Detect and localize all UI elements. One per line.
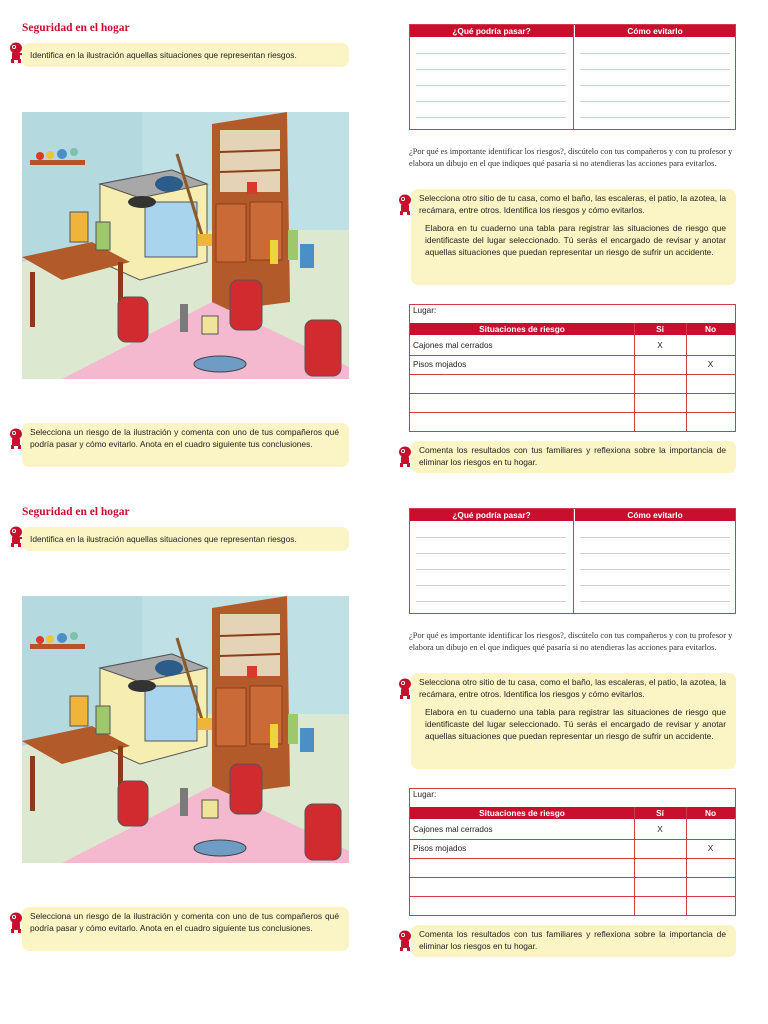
note-identify: Identifica en la ilustración aquellas situaciones que representan riesgos. (22, 527, 349, 551)
page-title: Seguridad en el hogar (22, 22, 130, 34)
row-2-no: X (707, 844, 714, 853)
col-header-situation: Situaciones de riesgo (410, 323, 634, 335)
note-identify: Identifica en la ilustración aquellas situaciones que representan riesgos. (22, 43, 349, 67)
col-header-what: ¿Qué podría pasar? (410, 509, 573, 521)
note-select-risk: Selecciona un riesgo de la ilustración y comenta con uno de tus compañeros qué podría pasar y cómo evitarlo. Anota en el cuadro siguiente tus conclusiones. (22, 907, 349, 951)
notebook-text: Elabora en tu cuaderno una tabla para registrar las situaciones de riesgo que identificaste del lugar seleccionado. Tú serás el encargado de revisar y anotar aquellas situaciones que puedan representar un riesgo de sufrir un accidente. (425, 223, 726, 257)
risk-table (409, 24, 736, 130)
col-header-what: ¿Qué podría pasar? (410, 25, 573, 37)
question-paragraph: ¿Por qué es importante identificar los riesgos?, discútelo con tus compañeros y con tu profesor y elabora un dibujo en el que indiques qué pasaría si no atendieras las acciones para evitarlos. (409, 631, 733, 652)
place-table (409, 788, 736, 916)
page-copy-top (0, 0, 768, 484)
place-label: Lugar: (413, 790, 437, 799)
note-other-place (411, 189, 736, 285)
row-1-yes: X (657, 825, 663, 834)
note-results: Comenta los resultados con tus familiares y reflexiona sobre la importancia de eliminar los riesgos en tu hogar. (411, 441, 736, 473)
notebook-text: Elabora en tu cuaderno una tabla para registrar las situaciones de riesgo que identificaste del lugar seleccionado. Tú serás el encargado de revisar y anotar aquellas situaciones que puedan representar un riesgo de sufrir un accidente. (425, 707, 726, 741)
col-header-yes: Sí (634, 807, 686, 819)
kitchen-illustration (22, 112, 349, 379)
question-paragraph: ¿Por qué es importante identificar los riesgos?, discútelo con tus compañeros y con tu profesor y elabora un dibujo en el que indiques qué pasaría si no atendieras las acciones para evitarlos. (409, 147, 733, 168)
page-copy-bottom (0, 484, 768, 968)
note-other-place (411, 673, 736, 769)
col-header-yes: Sí (634, 323, 686, 335)
row-2-no: X (707, 360, 714, 369)
place-table (409, 304, 736, 432)
row-2-situation: Pisos mojados (413, 360, 467, 369)
note-select-risk: Selecciona un riesgo de la ilustración y comenta con uno de tus compañeros qué podría pasar y cómo evitarlo. Anota en el cuadro siguiente tus conclusiones. (22, 423, 349, 467)
col-header-situation: Situaciones de riesgo (410, 807, 634, 819)
row-1-situation: Cajones mal cerrados (413, 341, 493, 350)
row-1-situation: Cajones mal cerrados (413, 825, 493, 834)
row-1-yes: X (657, 341, 663, 350)
col-header-how: Cómo evitarlo (575, 509, 735, 521)
col-header-no: No (686, 807, 735, 819)
note-results: Comenta los resultados con tus familiares y reflexiona sobre la importancia de eliminar los riesgos en tu hogar. (411, 925, 736, 957)
col-header-how: Cómo evitarlo (575, 25, 735, 37)
place-label: Lugar: (413, 306, 437, 315)
page-title: Seguridad en el hogar (22, 506, 130, 518)
col-header-no: No (686, 323, 735, 335)
kitchen-illustration (22, 596, 349, 863)
other-place-text: Selecciona otro sitio de tu casa, como el baño, las escaleras, el patio, la azotea, la recámara, entre otros. Identifica los riesgos y cómo evitarlos. (419, 193, 726, 215)
row-2-situation: Pisos mojados (413, 844, 467, 853)
risk-table (409, 508, 736, 614)
other-place-text: Selecciona otro sitio de tu casa, como el baño, las escaleras, el patio, la azotea, la recámara, entre otros. Identifica los riesgos y cómo evitarlos. (419, 677, 726, 699)
